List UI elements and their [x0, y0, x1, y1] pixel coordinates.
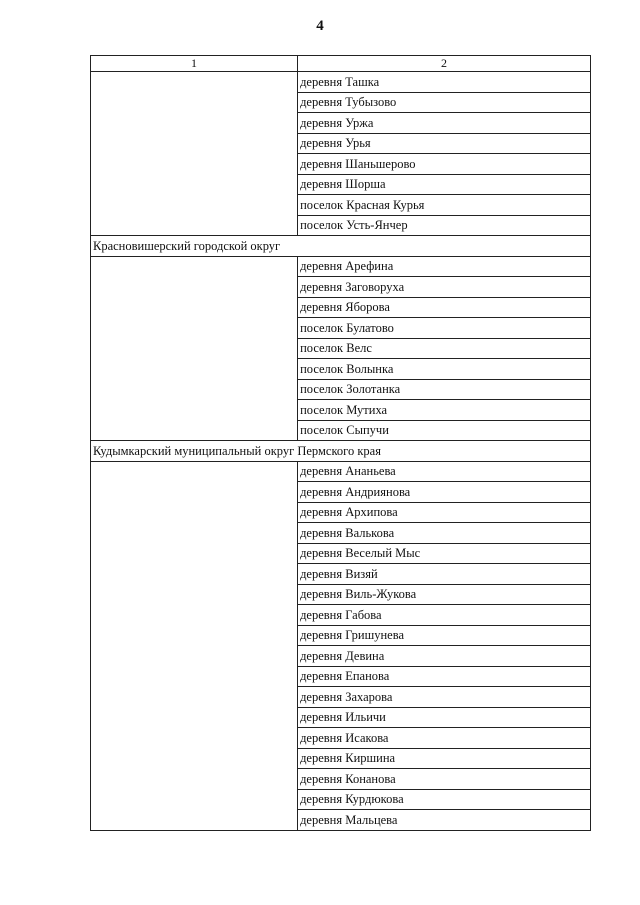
settlement-name-cell: деревня Заговоруха: [298, 277, 591, 298]
settlement-name-cell: деревня Валькова: [298, 523, 591, 544]
settlement-name-cell: поселок Волынка: [298, 359, 591, 380]
column-header-2: 2: [298, 56, 591, 72]
settlement-name-cell: деревня Ананьева: [298, 461, 591, 482]
settlement-name-cell: деревня Тубызово: [298, 92, 591, 113]
settlement-row: [91, 72, 591, 93]
settlement-name-cell: деревня Шорша: [298, 174, 591, 195]
settlement-row: [91, 256, 591, 277]
settlement-name-cell: деревня Урья: [298, 133, 591, 154]
settlement-name-cell: поселок Сыпучи: [298, 420, 591, 441]
settlement-name-cell: деревня Визяй: [298, 564, 591, 585]
settlement-name-cell: деревня Мальцева: [298, 810, 591, 831]
settlement-name-cell: поселок Золотанка: [298, 379, 591, 400]
settlement-name-cell: деревня Ташка: [298, 72, 591, 93]
district-row: [91, 441, 591, 462]
settlement-name-cell: деревня Курдюкова: [298, 789, 591, 810]
continuation-blank-cell: [91, 72, 298, 236]
settlement-name-cell: деревня Яборова: [298, 297, 591, 318]
settlements-table: [90, 55, 591, 831]
settlement-name-cell: поселок Усть-Янчер: [298, 215, 591, 236]
district-blank-cell: [91, 256, 298, 441]
settlement-name-cell: деревня Архипова: [298, 502, 591, 523]
settlement-name-cell: деревня Киршина: [298, 748, 591, 769]
settlement-name-cell: поселок Мутиха: [298, 400, 591, 421]
settlement-name-cell: деревня Захарова: [298, 687, 591, 708]
settlement-name-cell: деревня Виль-Жукова: [298, 584, 591, 605]
district-row: [91, 236, 591, 257]
settlement-name-cell: деревня Андриянова: [298, 482, 591, 503]
settlement-name-cell: деревня Ильичи: [298, 707, 591, 728]
district-blank-cell: [91, 461, 298, 830]
settlement-name-cell: деревня Епанова: [298, 666, 591, 687]
district-name-cell: Кудымкарский муниципальный округ Пермского края: [91, 441, 591, 462]
column-header-1: 1: [91, 56, 298, 72]
district-name-cell: Красновишерский городской округ: [91, 236, 591, 257]
settlement-row: [91, 461, 591, 482]
settlement-name-cell: деревня Арефина: [298, 256, 591, 277]
settlement-name-cell: деревня Уржа: [298, 113, 591, 134]
page-number: 4: [316, 18, 324, 34]
settlement-name-cell: деревня Исакова: [298, 728, 591, 749]
settlement-name-cell: поселок Велс: [298, 338, 591, 359]
settlement-name-cell: деревня Гришунева: [298, 625, 591, 646]
settlement-name-cell: деревня Шаньшерово: [298, 154, 591, 175]
table-header-row: [91, 56, 591, 72]
settlement-name-cell: поселок Красная Курья: [298, 195, 591, 216]
settlement-name-cell: поселок Булатово: [298, 318, 591, 339]
settlement-name-cell: деревня Веселый Мыс: [298, 543, 591, 564]
settlement-name-cell: деревня Габова: [298, 605, 591, 626]
settlement-name-cell: деревня Девина: [298, 646, 591, 667]
table-body: [91, 56, 591, 831]
settlement-name-cell: деревня Конанова: [298, 769, 591, 790]
